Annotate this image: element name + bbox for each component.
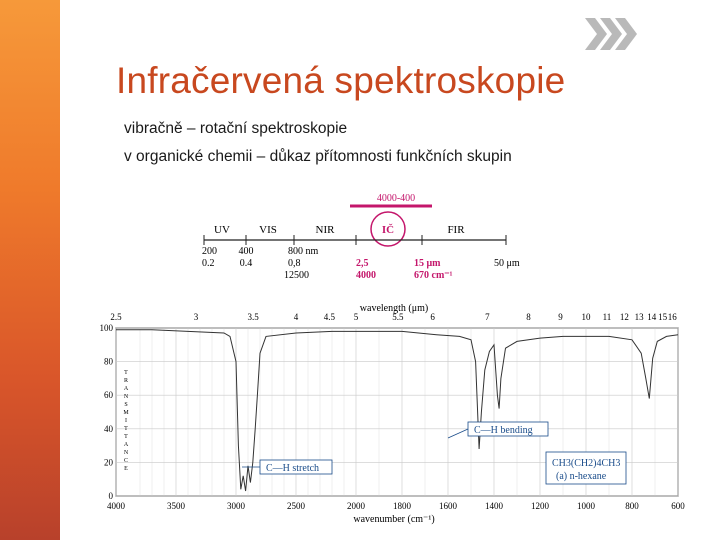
bottom-tick-1200: 1200	[531, 501, 549, 511]
tick-0-8: 0,8	[288, 258, 301, 269]
top-tick-14: 14	[647, 312, 657, 322]
top-tick-5.5: 5.5	[392, 312, 404, 322]
region-uv: UV	[214, 224, 230, 236]
y-label-letter: T	[124, 370, 128, 376]
top-tick-16: 16	[667, 312, 677, 322]
top-tick-3.5: 3.5	[247, 312, 259, 322]
region-ic: IČ	[381, 224, 395, 236]
bottom-tick-2500: 2500	[287, 501, 305, 511]
y-label-letter: A	[123, 442, 129, 448]
top-tick-5: 5	[353, 312, 359, 322]
bottom-tick-1800: 1800	[393, 501, 411, 511]
tick-670: 670 cm⁻¹	[414, 270, 453, 281]
top-tick-4.5: 4.5	[323, 312, 335, 322]
bottom-tick-1400: 1400	[485, 501, 503, 511]
top-tick-11: 11	[602, 312, 612, 322]
tick-15um: 15 μm	[414, 258, 441, 269]
bottom-tick-1000: 1000	[577, 501, 595, 511]
top-tick-9: 9	[558, 312, 563, 322]
y-label-letter: M	[123, 410, 129, 416]
tick-800nm: 800 nm	[288, 246, 319, 257]
y-tick-0: 0	[108, 491, 113, 501]
top-tick-3: 3	[193, 312, 199, 322]
tick-0-2: 0.2	[202, 258, 215, 269]
triple-chevron-icon	[585, 16, 641, 52]
y-tick-100: 100	[99, 323, 113, 333]
y-label-letter: N	[123, 394, 129, 400]
y-label-letter: T	[124, 426, 128, 432]
tick-0-4: 0.4	[239, 258, 253, 269]
bottom-tick-800: 800	[625, 501, 639, 511]
bottom-tick-3000: 3000	[227, 501, 245, 511]
slide-title: Infračervená spektroskopie	[116, 60, 566, 101]
top-tick-7: 7	[485, 312, 490, 322]
bottom-tick-1600: 1600	[439, 501, 457, 511]
y-tick-20: 20	[104, 457, 113, 468]
em-spectrum-figure	[200, 188, 578, 290]
top-tick-8: 8	[526, 312, 531, 322]
y-tick-80: 80	[104, 356, 113, 367]
bottom-tick-4000: 4000	[107, 501, 125, 511]
top-tick-10: 10	[581, 312, 591, 322]
y-label-letter: R	[123, 378, 129, 384]
subtitle-line-1: vibračně – rotační spektroskopie	[124, 120, 348, 137]
slide-sidebar-bar	[0, 0, 60, 540]
region-fir: FIR	[447, 224, 465, 236]
annotation-ch-stretch: C—H stretch	[266, 463, 320, 474]
y-tick-60: 60	[104, 390, 113, 401]
bottom-tick-600: 600	[671, 501, 685, 511]
y-label-letter: N	[123, 450, 129, 456]
top-tick-2.5: 2.5	[110, 312, 122, 322]
y-label-letter: S	[124, 402, 128, 408]
tick-12500: 12500	[284, 270, 309, 281]
top-tick-15: 15	[658, 312, 668, 322]
compound-formula: CH3(CH2)4CH3	[552, 458, 621, 469]
bottom-tick-3500: 3500	[167, 501, 185, 511]
compound-name: (a) n-hexane	[556, 471, 607, 482]
y-label-letter: C	[123, 458, 129, 464]
top-tick-4: 4	[293, 312, 299, 322]
region-vis: VIS	[259, 224, 277, 236]
tick-400: 400	[238, 246, 254, 257]
tick-4000: 4000	[356, 270, 376, 281]
range-label: 4000-400	[376, 193, 416, 204]
region-nir: NIR	[315, 224, 335, 236]
tick-200: 200	[202, 246, 217, 257]
ir-spectrum-chart	[99, 292, 688, 528]
y-label-letter: T	[124, 434, 128, 440]
bottom-tick-2000: 2000	[347, 501, 365, 511]
y-tick-40: 40	[104, 423, 113, 434]
top-tick-13: 13	[634, 312, 644, 322]
top-axis-title: wavelength (μm)	[359, 303, 429, 314]
y-label-letter: I	[125, 418, 127, 424]
tick-50um: 50 μm	[494, 258, 520, 269]
top-tick-12: 12	[619, 312, 629, 322]
top-tick-6: 6	[430, 312, 435, 322]
subtitle-line-2: v organické chemii – důkaz přítomnosti funkčních skupin	[124, 148, 512, 165]
y-label-letter: E	[124, 466, 128, 472]
y-label-letter: A	[123, 386, 129, 392]
annotation-ch-bending: C—H bending	[474, 425, 533, 436]
bottom-axis-title: wavenumber (cm⁻¹)	[353, 514, 435, 525]
tick-2-5: 2,5	[356, 258, 369, 269]
